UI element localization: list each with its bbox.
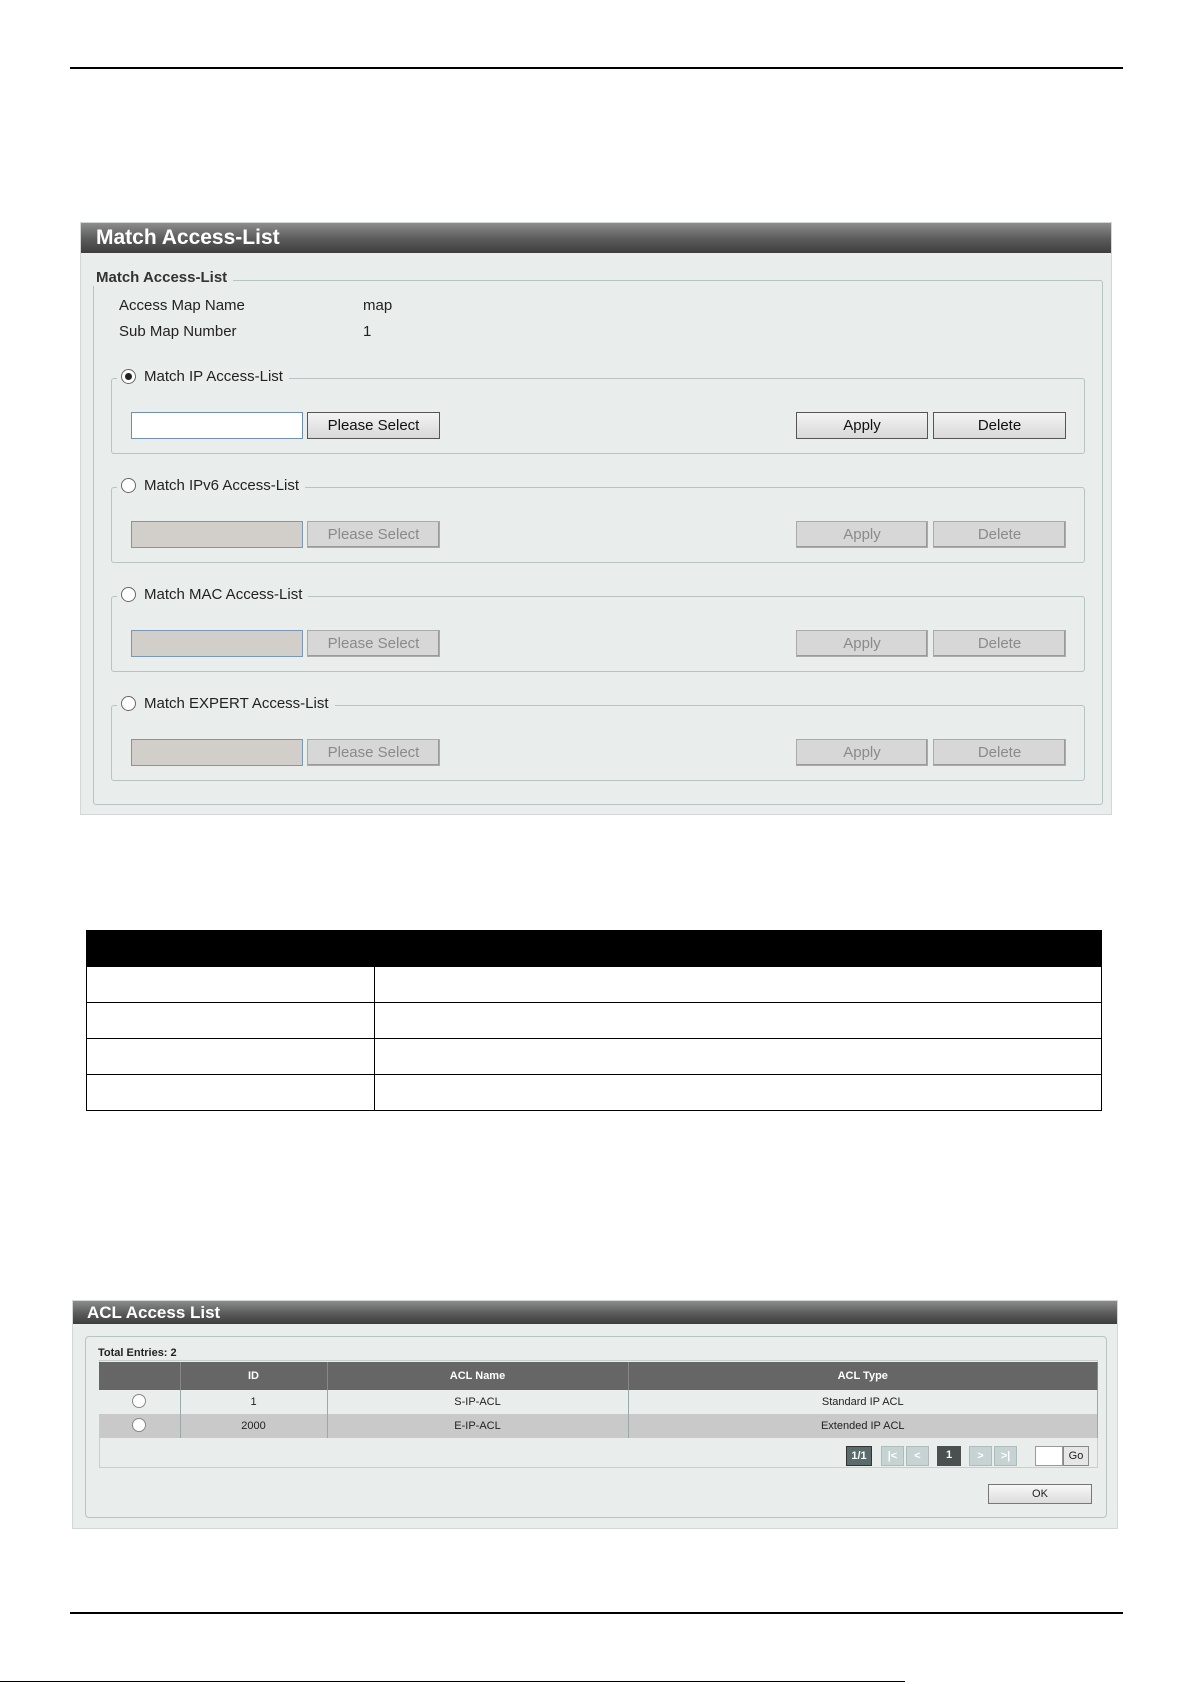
total-entries: Total Entries: 2	[98, 1347, 177, 1359]
match-mac-legend	[117, 586, 308, 603]
acl-access-list-panel	[72, 1300, 1118, 1529]
page-info: 1/1	[846, 1446, 872, 1466]
acl-id: 2000	[180, 1414, 327, 1438]
match-expert-select-button[interactable]: Please Select	[307, 739, 440, 766]
parameter-table-header	[87, 931, 1102, 967]
sub-map-number-value: 1	[363, 323, 372, 340]
match-ip-delete-button[interactable]: Delete	[933, 412, 1066, 439]
match-expert-legend	[117, 695, 335, 712]
col-acl-name: ACL Name	[327, 1362, 628, 1390]
table-row[interactable]	[99, 1414, 1098, 1438]
match-ip-radio[interactable]	[121, 369, 136, 384]
last-page-button[interactable]: >|	[994, 1446, 1017, 1466]
match-ipv6-delete-button[interactable]: Delete	[933, 521, 1066, 548]
match-expert-label: Match EXPERT Access-List	[144, 695, 329, 712]
acl-type: Extended IP ACL	[628, 1414, 1098, 1438]
acl-table-header	[99, 1362, 1098, 1390]
match-ip-legend	[117, 368, 289, 385]
access-map-name-value: map	[363, 297, 393, 314]
table-row	[87, 1039, 1102, 1075]
match-ipv6-label: Match IPv6 Access-List	[144, 477, 300, 494]
acl-id: 1	[180, 1390, 327, 1414]
current-page-button[interactable]: 1	[937, 1446, 961, 1466]
match-access-list-panel	[80, 222, 1112, 815]
row-radio[interactable]	[132, 1418, 146, 1432]
match-ip-label: Match IP Access-List	[144, 368, 283, 385]
table-row	[87, 1003, 1102, 1039]
go-button[interactable]: Go	[1063, 1446, 1089, 1466]
acl-table	[99, 1362, 1098, 1438]
match-mac-delete-button[interactable]: Delete	[933, 630, 1066, 657]
next-page-button[interactable]: >	[969, 1446, 992, 1466]
match-mac-select-button[interactable]: Please Select	[307, 630, 440, 657]
match-ipv6-select-button[interactable]: Please Select	[307, 521, 440, 548]
acl-type: Standard IP ACL	[628, 1390, 1098, 1414]
match-mac-input[interactable]	[131, 630, 303, 657]
panel-title: Match Access-List	[81, 223, 1111, 253]
match-mac-label: Match MAC Access-List	[144, 586, 303, 603]
ok-button[interactable]: OK	[988, 1484, 1092, 1504]
match-expert-radio[interactable]	[121, 696, 136, 711]
row-radio[interactable]	[132, 1394, 146, 1408]
page-number-input[interactable]	[1035, 1446, 1063, 1466]
match-ip-apply-button[interactable]: Apply	[796, 412, 928, 439]
table-row	[87, 1075, 1102, 1111]
prev-page-button[interactable]: <	[906, 1446, 929, 1466]
match-ipv6-radio[interactable]	[121, 478, 136, 493]
match-mac-apply-button[interactable]: Apply	[796, 630, 928, 657]
match-ip-input[interactable]	[131, 412, 303, 439]
footer-rule	[0, 1681, 905, 1682]
match-ip-select-button[interactable]: Please Select	[307, 412, 440, 439]
table-row[interactable]	[99, 1390, 1098, 1414]
match-expert-apply-button[interactable]: Apply	[796, 739, 928, 766]
col-id: ID	[180, 1362, 327, 1390]
match-ipv6-input[interactable]	[131, 521, 303, 548]
fieldset-legend: Match Access-List	[92, 269, 233, 286]
col-select	[99, 1362, 180, 1390]
first-page-button[interactable]: |<	[881, 1446, 904, 1466]
match-expert-delete-button[interactable]: Delete	[933, 739, 1066, 766]
match-mac-radio[interactable]	[121, 587, 136, 602]
sub-map-number-label: Sub Map Number	[119, 323, 237, 340]
bottom-rule	[70, 1612, 1123, 1614]
top-rule	[70, 67, 1123, 69]
match-expert-input[interactable]	[131, 739, 303, 766]
match-ipv6-apply-button[interactable]: Apply	[796, 521, 928, 548]
acl-name: E-IP-ACL	[327, 1414, 628, 1438]
col-acl-type: ACL Type	[628, 1362, 1098, 1390]
panel-title: ACL Access List	[73, 1301, 1117, 1324]
parameter-table	[86, 930, 1102, 1111]
table-row	[87, 967, 1102, 1003]
access-map-name-label: Access Map Name	[119, 297, 245, 314]
match-ipv6-legend	[117, 477, 305, 494]
acl-name: S-IP-ACL	[327, 1390, 628, 1414]
